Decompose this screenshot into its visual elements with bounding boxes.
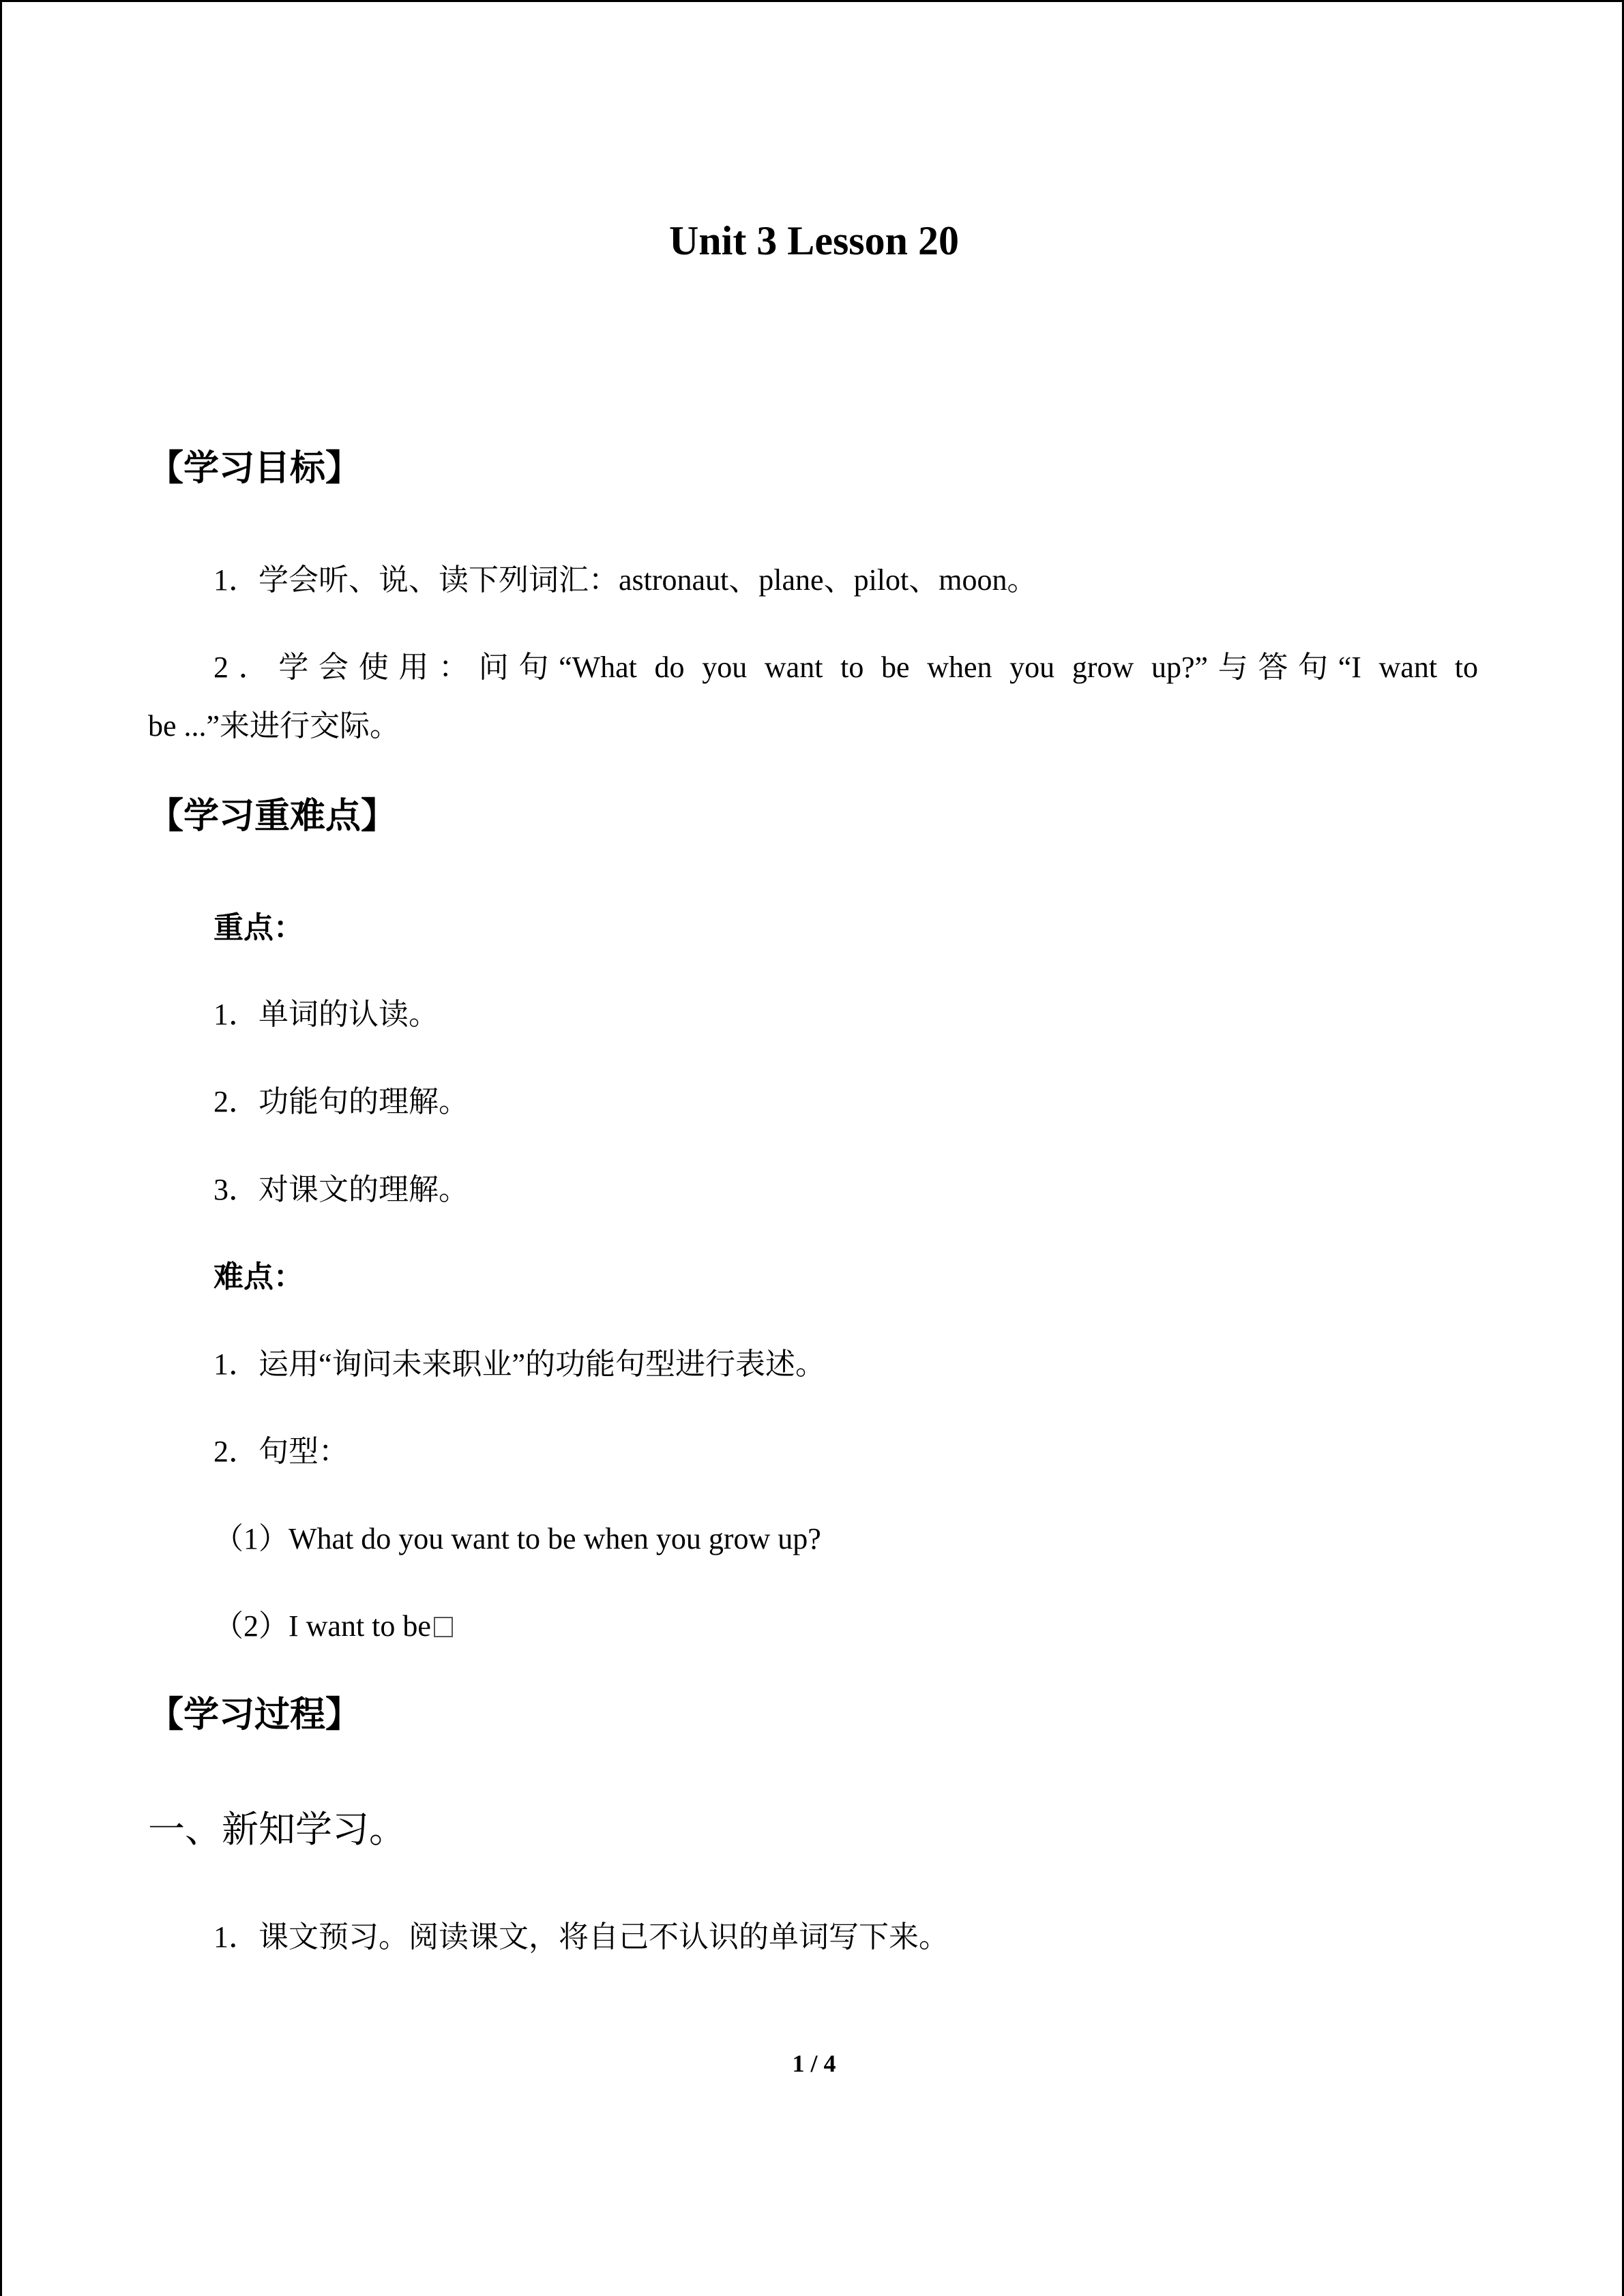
sentence-pattern-1: （1）What do you want to be when you grow up? <box>213 1522 821 1555</box>
page-number: 1 / 4 <box>792 2050 836 2077</box>
focus-item-3: 3．对课文的理解。 <box>213 1173 469 1206</box>
part-1-heading: 一、新知学习。 <box>148 1809 406 1850</box>
placeholder-box-icon <box>434 1617 453 1637</box>
objective-1: 1．学会听、说、读下列词汇：astronaut、plane、pilot、moon。 <box>213 563 1037 597</box>
focus-item-2: 2．功能句的理解。 <box>213 1085 469 1118</box>
document-title: Unit 3 Lesson 20 <box>668 218 960 263</box>
focus-item-1: 1．单词的认读。 <box>213 998 439 1031</box>
focus-label: 重点： <box>213 911 304 944</box>
objective-2-line2: be ...”来进行交际。 <box>148 709 400 743</box>
difficulty-label: 难点： <box>213 1260 304 1294</box>
objectives-heading: 【学习目标】 <box>148 449 361 488</box>
difficulty-item-1: 1．运用“询问未来职业”的功能句型进行表述。 <box>213 1347 826 1381</box>
sentence-pattern-2 <box>213 1606 453 1647</box>
difficulty-item-2: 2．句型： <box>213 1435 349 1468</box>
step-1: 1．课文预习。阅读课文，将自己不认识的单词写下来。 <box>213 1920 949 1954</box>
sentence-pattern-2-text: （2）I want to be <box>213 1609 431 1643</box>
objective-2-line1: 2．学会使用：问句“What do you want to be when you grow up?”与答句“I want to <box>213 651 1478 684</box>
keypoints-heading: 【学习重难点】 <box>148 797 397 836</box>
process-heading: 【学习过程】 <box>148 1696 361 1735</box>
